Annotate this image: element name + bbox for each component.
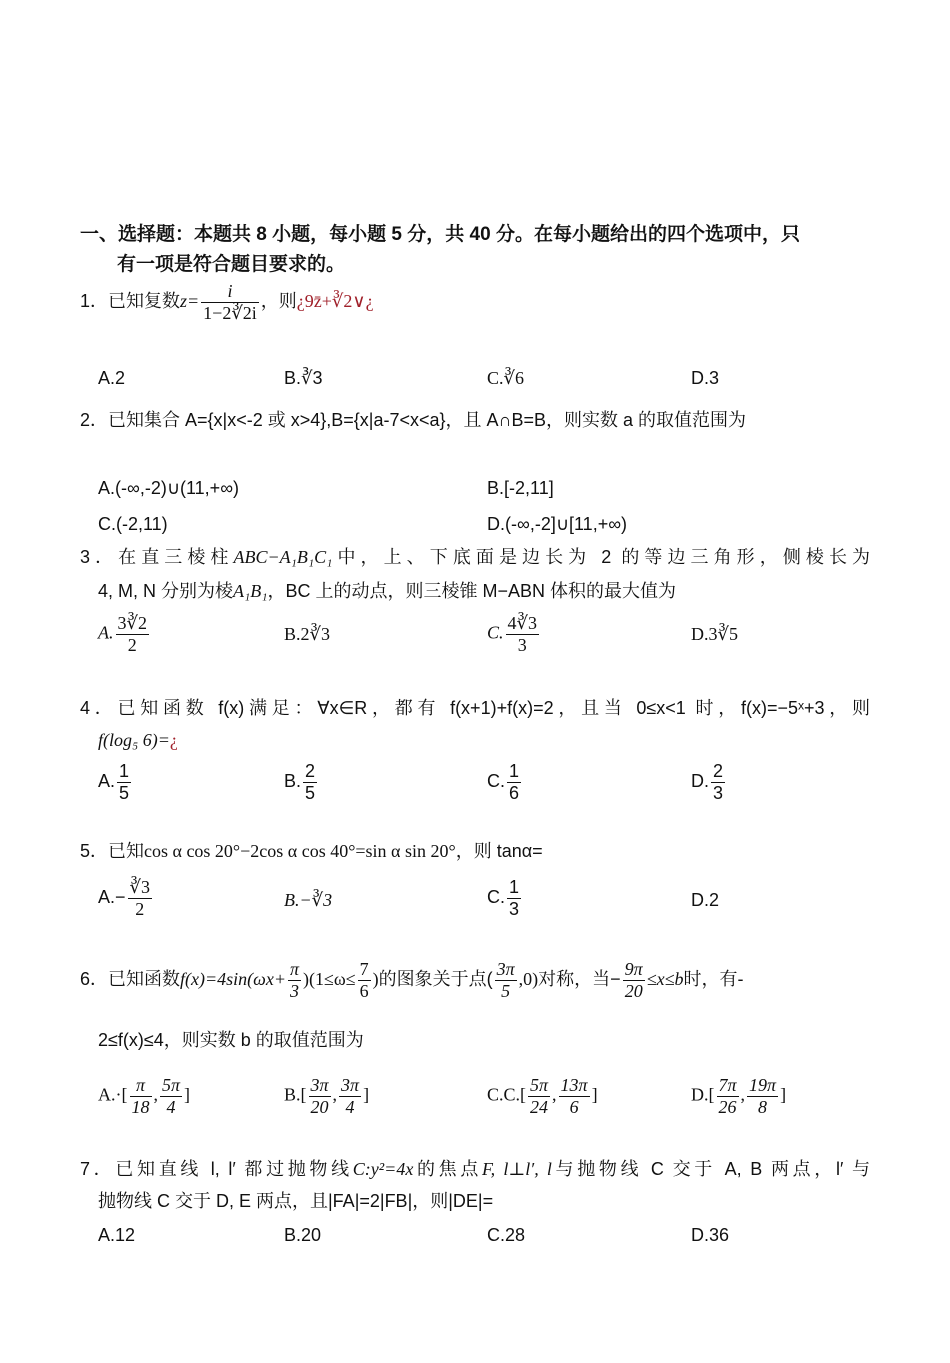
denominator: 20 [624,980,643,1001]
denominator: 4 [345,1096,355,1117]
fraction [130,1076,152,1117]
q7-option-d: D.36 [691,1225,730,1245]
numerator: 1 [119,761,130,781]
bracket: ] [780,1084,787,1105]
q5-option-a [98,878,154,919]
numerator: 1 [509,877,520,897]
numerator: 7 [359,959,369,979]
q7-option-c: C.28 [487,1225,526,1245]
fraction [303,762,317,803]
denominator: 3 [290,980,300,1001]
bracket: ] [363,1084,370,1105]
question-stem: 时，有- [683,969,744,990]
question-number: 1． [80,291,109,312]
q3-option-c [487,614,541,655]
question-stem: 与抛物线 C 交于 A, B 两点，l′ 与 [551,1159,871,1179]
question-1 [80,282,374,323]
bracket: ] [591,1084,598,1105]
numerator: i [201,282,259,303]
denominator: 3 [517,634,527,655]
fraction [160,1076,182,1117]
fraction [128,878,152,919]
fraction [711,762,725,803]
question-number: 7． [80,1159,116,1179]
option-label: D.[ [691,1084,715,1105]
option-label: B. [284,771,302,792]
option-label: C. [487,887,505,908]
edge-name: A₁B₁ [233,581,268,601]
garbled-expression: ¿ [169,730,178,750]
denominator: 18 [131,1096,150,1117]
numerator: 5π [530,1075,549,1095]
fraction [559,1076,590,1117]
question-stem: 的图象关于点( [378,969,493,990]
question-stem: 4, M, N 分别为棱 [98,581,234,601]
denominator: 3 [713,782,724,803]
q5-option-b: B.−∛3 [284,890,333,910]
q2-option-a: A.(-∞,-2)∪(11,+∞) [98,478,240,498]
question-stem: 对称，当− [538,969,621,990]
question-number: 6． [80,969,109,990]
q2-option-d: D.(-∞,-2]∪[11,+∞) [487,514,628,534]
numerator: 3π [310,1075,329,1095]
option-label: C. [487,622,504,643]
question-2 [80,410,746,432]
question-stem: 已知直线 l, l′ 都过抛物线 [115,1159,353,1179]
garbled-expression: ¿9z̄+∛2∨¿ [296,291,374,312]
q4-option-b [284,762,319,803]
question-tail: ，则 tanα= [455,841,543,861]
fraction [507,762,521,803]
option-label: C.C.[ [487,1084,527,1105]
question-4-line1 [80,698,870,720]
trig-equation: cos α cos 20°−2cos α cos 40°=sin α sin 20° [144,841,456,861]
denominator: 3 [509,898,520,919]
q4-option-c [487,762,523,803]
fraction [117,762,131,803]
denominator: 2 [127,634,137,655]
denominator: 2 [135,898,145,919]
fraction [747,1076,778,1117]
q1-option-d: D.3 [691,368,720,388]
fraction [717,1076,739,1117]
q7-option-a: A.12 [98,1225,136,1245]
q2-option-c: C.(-2,11) [98,514,168,534]
numerator: 3∛2 [117,613,147,633]
question-lead: 已知 [108,841,145,861]
q6-option-a: A.·[ $\frac{\pi}{18}$ , $\frac{5\pi}{4}$ ] [98,1075,191,1117]
denominator: 5 [305,782,316,803]
q3-option-b: B.2∛3 [284,624,330,644]
question-stem: 已知集合 A={x|x<-2 或 x>4},B={x|a-7<x<a}，且 A∩B=B，则实数 a 的取值范围为 [108,410,747,430]
question-number: 5． [80,841,109,861]
section-heading-line2: 有一项是符合题目要求的。 [117,254,346,275]
denominator: 24 [530,1096,549,1117]
question-6-line2: 2≤f(x)≤4，则实数 b 的取值范围为 [98,1030,364,1050]
denominator: 1−2∛2i [203,302,257,323]
numerator: 1 [509,761,520,781]
question-after: ，则 [260,291,297,312]
fraction [507,878,521,919]
bracket: ] [184,1084,191,1105]
question-6-line1 [80,960,743,1001]
fraction [339,1076,361,1117]
numerator: π [130,1076,152,1097]
denominator: 6 [569,1096,579,1117]
question-3-line1 [80,547,870,569]
q6-option-c: C.C.[ $\frac{5\pi}{24}$ , $\frac{13\pi}{6}$ ] [487,1075,598,1117]
fraction [288,960,301,1001]
q5-option-d: D.2 [691,890,720,910]
option-label: A.− [98,887,126,908]
omega-range: )(1≤ω≤ [303,969,356,990]
denominator: 5 [501,980,511,1001]
option-label: D. [691,771,709,792]
option-label: B.[ [284,1084,307,1105]
fraction [116,614,149,655]
question-3-line2 [98,581,676,603]
fraction [623,960,645,1001]
q6-option-d: D.[ $\frac{7\pi}{26}$ , $\frac{19\pi}{8}$ ] [691,1075,787,1117]
line-relation: F, l⊥l′, l [482,1159,552,1179]
function-expression: f(x)=4sin(ωx+ [180,969,286,990]
question-lead: 已知函数 [108,969,181,990]
option-label: A.·[ [98,1084,128,1105]
denominator: 5 [119,782,130,803]
numerator: 4∛3 [507,613,537,633]
numerator: 19π [749,1075,777,1095]
parabola-equation: C:y²=4x [352,1159,414,1179]
section-heading-line1: 一、选择题：本题共 8 小题，每小题 5 分，共 40 分。在每小题给出的四个选项中，只 [80,224,800,245]
fraction [358,960,371,1001]
question-5 [80,841,543,863]
point-tail: ,0) [518,969,539,990]
question-4-line2 [98,730,178,752]
q6-option-b: B.[ $\frac{3\pi}{20}$ , $\frac{3\pi}{4}$ ] [284,1075,370,1117]
denominator: 8 [758,1096,768,1117]
option-label: A. [98,771,116,792]
numerator: 7π [718,1075,737,1095]
denominator: 4 [166,1096,176,1117]
numerator: ∛3 [129,877,151,897]
denominator: 20 [310,1096,329,1117]
question-number: 3． [80,547,119,567]
fraction [506,614,539,655]
q7-option-b: B.20 [284,1225,322,1245]
prism-name: ABC−A₁B₁C₁ [233,547,333,567]
interval-tail: ≤x≤b [646,969,684,990]
numerator: 3π [341,1075,360,1095]
question-lead: 已知复数 [108,291,181,312]
denominator: 26 [718,1096,737,1117]
numerator: 5π [162,1075,181,1095]
q1-option-b: B.∛3 [284,368,323,388]
z-equals: z= [180,291,200,312]
denominator: 6 [509,782,520,803]
question-7-line2: 抛物线 C 交于 D, E 两点，且|FA|=2|FB|，则|DE|= [98,1191,494,1211]
q1-option-a: A.2 [98,368,126,388]
numerator: 3π [496,959,515,979]
question-stem: 已知函数 f(x)满足：∀x∈R，都有 f(x+1)+f(x)=2，且当 0≤x<1 时，f(x)=−5ˣ+3，则 [117,698,871,718]
fraction [495,960,517,1001]
question-stem: 的焦点 [413,1159,482,1179]
question-number: 2． [80,410,109,430]
q1-option-c: C.∛6 [487,368,524,388]
question-stem: ，BC 上的动点，则三棱锥 M−ABN 体积的最大值为 [267,581,677,601]
fraction [309,1076,331,1117]
fraction [528,1076,550,1117]
numerator: 2 [305,761,316,781]
denominator: 6 [359,980,369,1001]
expression: f(log₅ 6)= [98,730,170,750]
q4-option-d [691,762,727,803]
fraction [201,282,259,323]
option-label: C. [487,771,505,792]
numerator: 2 [713,761,724,781]
question-7-line1 [80,1159,870,1181]
q5-option-c [487,878,523,919]
omega-range: ) [372,969,379,990]
q3-option-a [98,614,151,655]
option-label: A. [98,622,114,643]
q2-option-b: B.[-2,11] [487,478,554,498]
q3-option-d: D.3∛5 [691,624,738,644]
numerator: 9π [624,959,643,979]
question-stem: 在直三棱柱 [118,547,234,567]
numerator: 13π [560,1075,588,1095]
q4-option-a [98,762,133,803]
numerator: π [290,959,300,979]
question-stem: 中，上、下底面是边长为 2 的等边三角形，侧棱长为 [332,547,871,567]
question-number: 4． [80,698,118,718]
